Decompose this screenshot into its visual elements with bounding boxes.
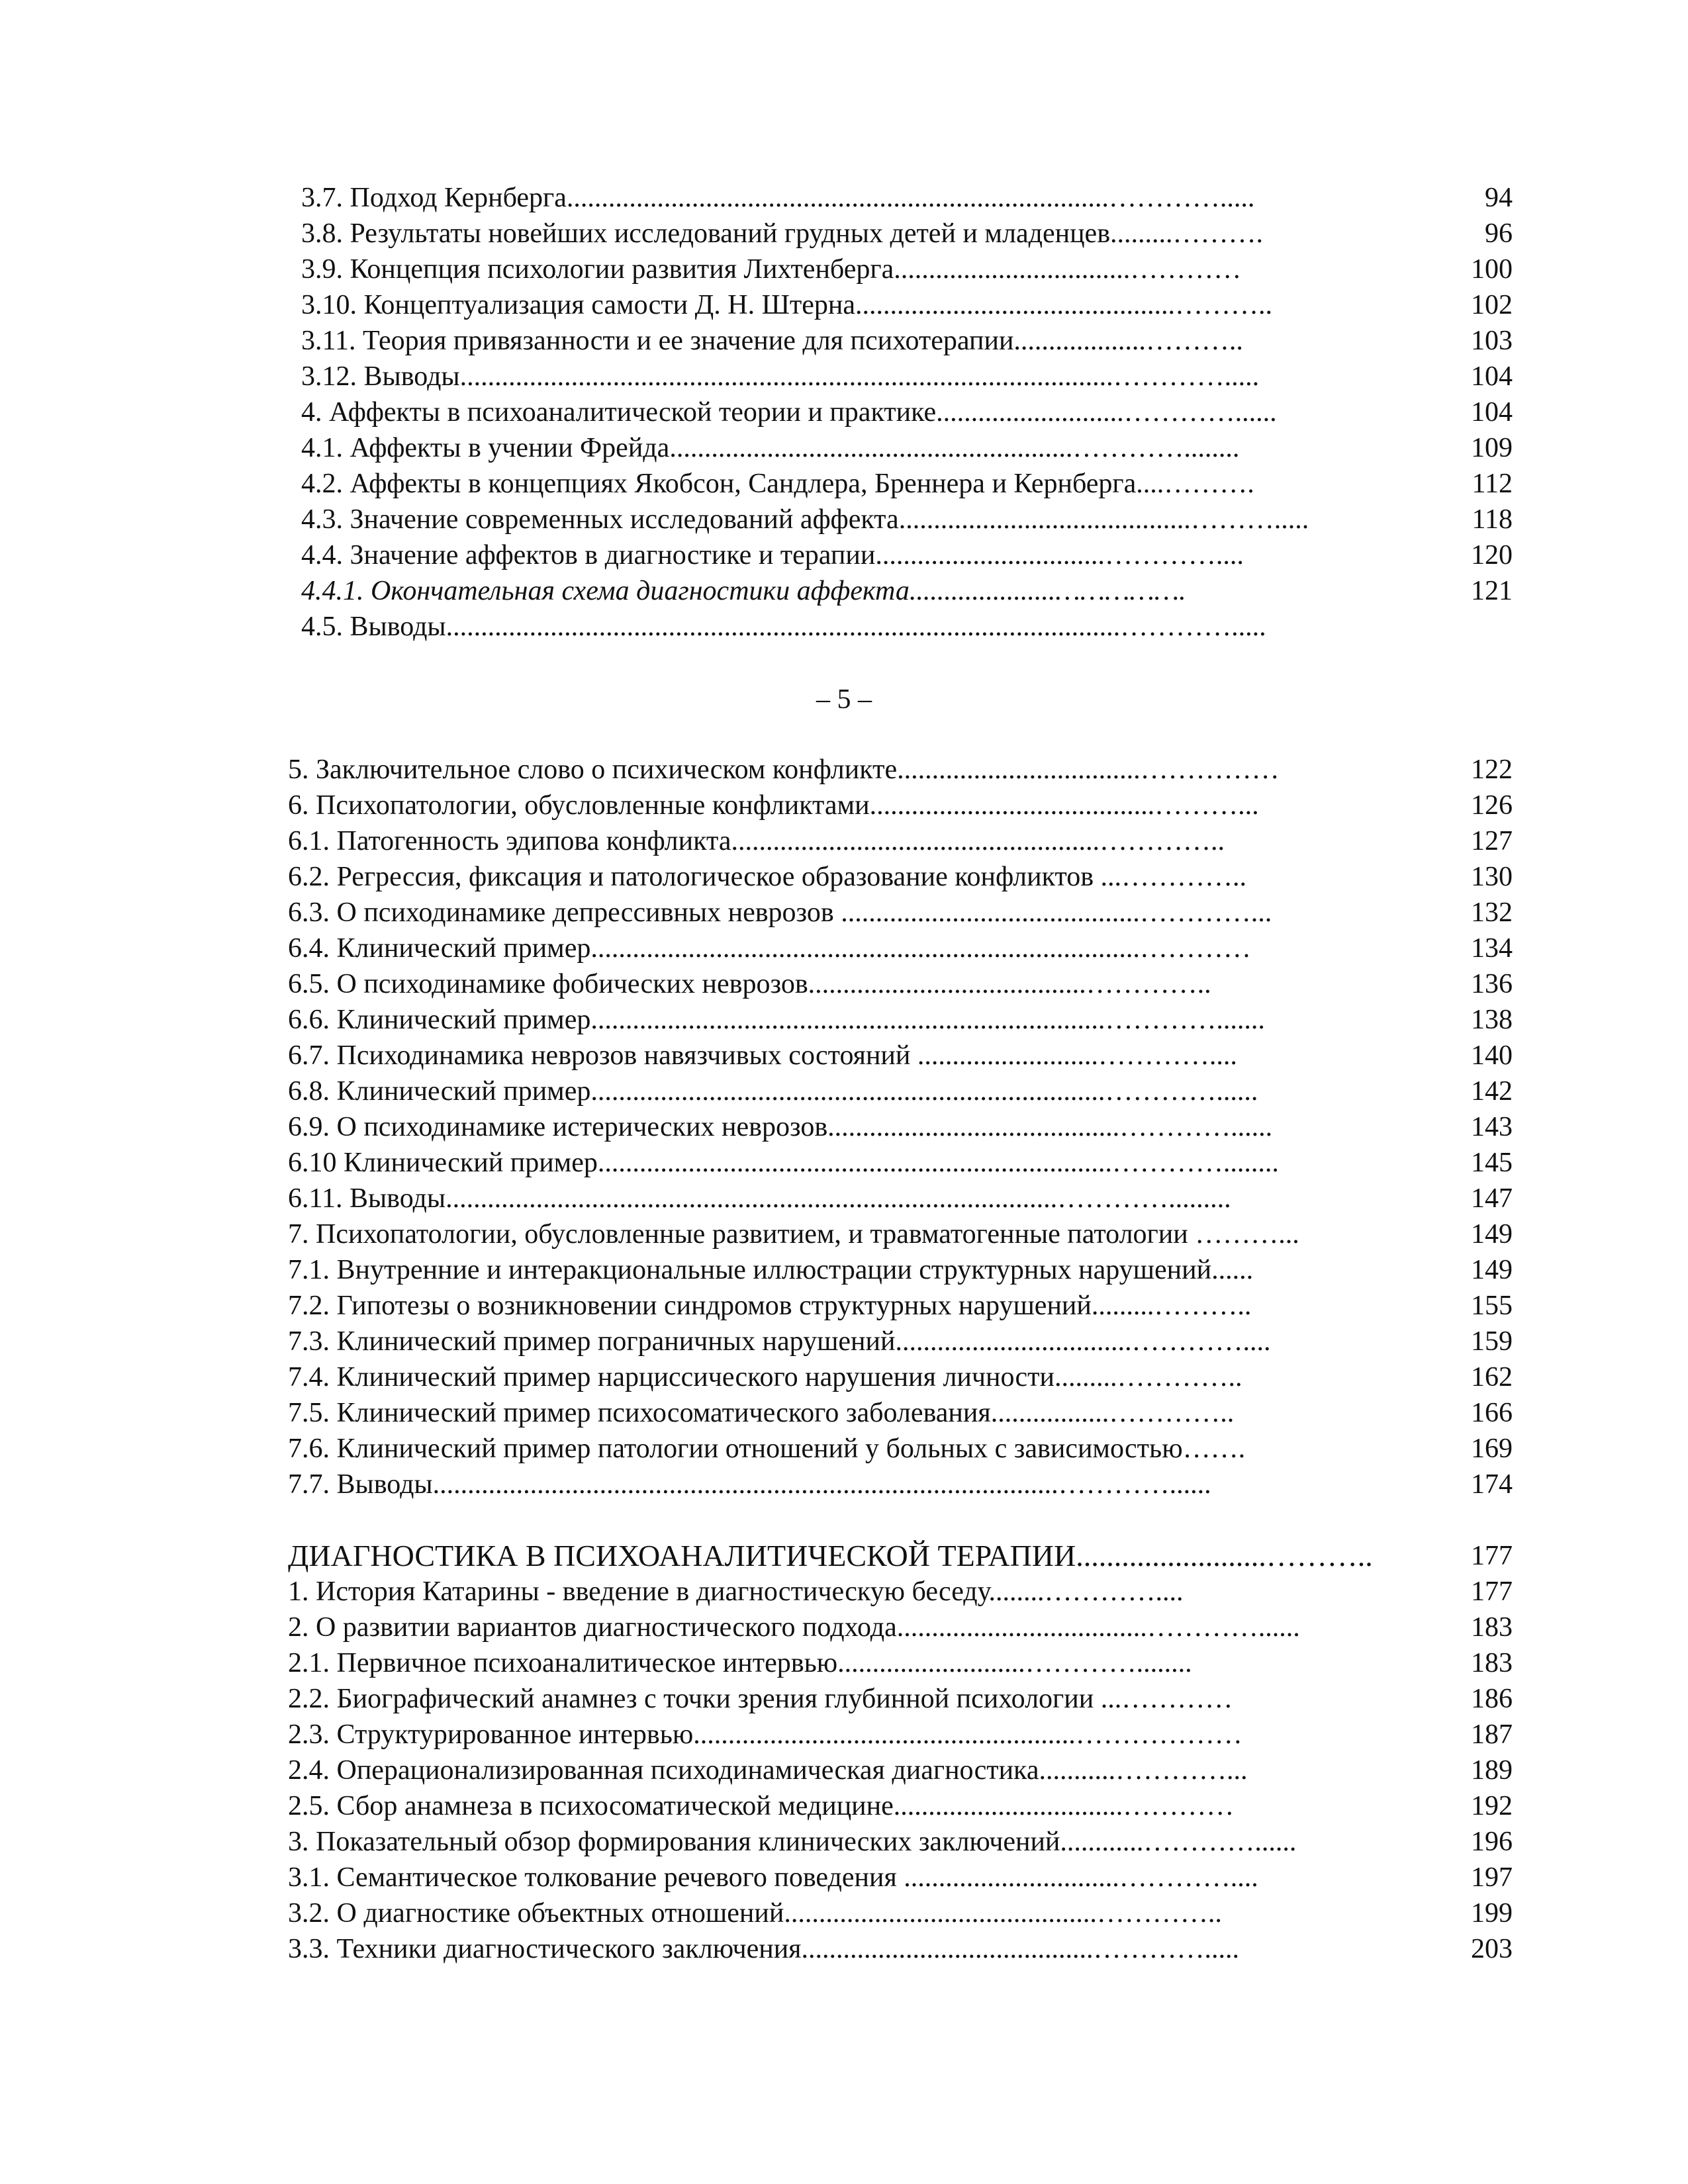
- toc-entry: [301, 359, 1513, 394]
- toc-entry-title: 3.2. О диагностике объектных отношений.............................................…………..: [288, 1898, 1222, 1929]
- toc-entry-title: 4.4.1. Окончательная схема диагностики аффекта.....................…………….: [301, 576, 1186, 606]
- toc-entry-title: 6.2. Регрессия, фиксация и патологическое образование конфликтов ...…………..: [288, 862, 1247, 892]
- toc-entry-title: 1. История Катарины - введение в диагностическую беседу........…………....: [288, 1576, 1184, 1607]
- toc-entry-title: 7. Психопатологии, обусловленные развитием, и травматогенные патологии ………...: [288, 1219, 1299, 1250]
- toc-entry-page: 118: [1472, 504, 1513, 535]
- toc-entry-page: 177: [1471, 1541, 1513, 1571]
- toc-entry-title: 4.5. Выводы.................................................................................................………….....: [301, 612, 1266, 642]
- toc-entry-title: 3.3. Техники диагностического заключения..........................................………….....: [288, 1934, 1240, 1964]
- toc-entry: [288, 1610, 1513, 1645]
- toc-entry-title: ДИАГНОСТИКА В ПСИХОАНАЛИТИЧЕСКОЙ ТЕРАПИИ.........................………..: [288, 1539, 1373, 1572]
- toc-entry-title: 6.1. Патогенность эдипова конфликта.....................................................…………..: [288, 826, 1225, 856]
- toc-entry-title: 3.12. Выводы..............................................................................................………….....: [301, 361, 1260, 392]
- toc-entry-title: 6.8. Клинический пример..........................................................................…………......: [288, 1076, 1258, 1107]
- toc-entry-title: 6.6. Клинический пример..........................................................................………….......: [288, 1005, 1265, 1035]
- toc-entry-title: 4. Аффекты в психоаналитической теории и практике...........................…………......: [301, 397, 1277, 428]
- toc-entry: [301, 537, 1513, 573]
- toc-entry: [288, 1931, 1513, 1967]
- toc-entry: [288, 1717, 1513, 1752]
- toc-entry: [301, 323, 1513, 359]
- page-number: – 5 –: [816, 684, 872, 715]
- toc-entry-title: 2.4. Операционализированная психодинамическая диагностика...........…………...: [288, 1755, 1248, 1786]
- toc-entry: [288, 1824, 1513, 1860]
- toc-entry-page: 177: [1471, 1576, 1513, 1607]
- toc-entry-page: 203: [1471, 1934, 1513, 1964]
- toc-entry-title: 6.3. О психодинамике депрессивных неврозов ...........................................…………...: [288, 897, 1272, 928]
- toc-entry-title: 7.3. Клинический пример пограничных нарушений..................................…………....: [288, 1326, 1271, 1357]
- toc-entry-page: 140: [1471, 1040, 1513, 1071]
- toc-entry-page: 162: [1471, 1362, 1513, 1392]
- toc-entry-page: 112: [1472, 469, 1513, 499]
- toc-entry: [301, 216, 1513, 251]
- toc-entry-page: 127: [1471, 826, 1513, 856]
- toc-entry: [301, 430, 1513, 466]
- toc-entry-title: 2.5. Сбор анамнеза в психосоматической медицине.................................…………: [288, 1791, 1235, 1821]
- toc-entry: [301, 609, 1513, 645]
- toc-entry-title: 4.3. Значение современных исследований аффекта..........................................……….....: [301, 504, 1309, 535]
- toc-entry-page: 94: [1485, 183, 1513, 213]
- toc-entry-title: 2.2. Биографический анамнез с точки зрения глубинной психологии ...…………: [288, 1684, 1233, 1714]
- toc-entry-page: 149: [1471, 1219, 1513, 1250]
- toc-entry-title: 4.2. Аффекты в концепциях Якобсон, Сандлера, Бреннера и Кернберга....……….: [301, 469, 1254, 499]
- toc-entry: [288, 859, 1513, 895]
- toc-entry: [288, 1645, 1513, 1681]
- toc-entry-page: 126: [1471, 790, 1513, 821]
- toc-entry-page: 142: [1471, 1076, 1513, 1107]
- toc-entry: [288, 1681, 1513, 1717]
- toc-entry-title: 7.6. Клинический пример патологии отношений у больных с зависимостью…….: [288, 1433, 1246, 1464]
- toc-entry-title: 2.3. Структурированное интервью.......................................................………………: [288, 1719, 1243, 1750]
- toc-entry-page: 183: [1471, 1612, 1513, 1643]
- toc-entry-title: 6.4. Клинический пример...............................................................................…………: [288, 933, 1251, 964]
- toc-entry: [301, 573, 1513, 609]
- toc-entry-title: 2.1. Первичное психоаналитическое интервью...........................…………........: [288, 1648, 1192, 1678]
- toc-entry: [288, 1002, 1513, 1038]
- toc-entry-page: 169: [1471, 1433, 1513, 1464]
- toc-entry-page: 196: [1471, 1827, 1513, 1857]
- toc-entry-page: 96: [1485, 218, 1513, 249]
- toc-entry: [288, 966, 1513, 1002]
- toc-entry-title: 7.2. Гипотезы о возникновении синдромов структурных нарушений.........………..: [288, 1291, 1252, 1321]
- toc-entry-title: 3.11. Теория привязанности и ее значение для психотерапии...................………..: [301, 326, 1243, 356]
- toc-entry-page: 159: [1471, 1326, 1513, 1357]
- toc-entry-page: 143: [1471, 1112, 1513, 1142]
- toc-entry-title: 3. Показательный обзор формирования клинических заключений............…………......: [288, 1827, 1297, 1857]
- toc-entry-title: 6. Психопатологии, обусловленные конфликтами.........................................………...: [288, 790, 1259, 821]
- toc-entry-title: 4.4. Значение аффектов в диагностике и терапии.................................…………....: [301, 540, 1244, 570]
- toc-entry-page: 100: [1471, 254, 1513, 285]
- toc-entry: [301, 251, 1513, 287]
- toc-entry-page: 192: [1471, 1791, 1513, 1821]
- toc-entry-title: 6.5. О психодинамике фобических неврозов........................................…………..: [288, 969, 1211, 999]
- toc-entry-page: 102: [1471, 290, 1513, 320]
- toc-entry: [301, 287, 1513, 323]
- toc-entry: [288, 1538, 1513, 1574]
- toc-entry-page: 120: [1471, 540, 1513, 570]
- toc-entry: [288, 1752, 1513, 1788]
- toc-entry-title: 6.9. О психодинамике истерических неврозов..........................................…………......: [288, 1112, 1273, 1142]
- toc-entry: [301, 394, 1513, 430]
- toc-entry: [288, 1109, 1513, 1145]
- toc-entry: [288, 1359, 1513, 1395]
- toc-entry-title: 5. Заключительное слово о психическом конфликте...................................……………: [288, 754, 1280, 785]
- toc-entry-page: 104: [1471, 361, 1513, 392]
- toc-entry: [288, 1216, 1513, 1252]
- toc-entry: [288, 1288, 1513, 1324]
- toc-entry: [288, 1252, 1513, 1288]
- toc-entry-page: 122: [1471, 754, 1513, 785]
- toc-entry-title: 7.4. Клинический пример нарциссического нарушения личности.........…………..: [288, 1362, 1243, 1392]
- toc-entry-title: 6.11. Выводы........................................................................................………….........: [288, 1183, 1231, 1214]
- toc-entry: [288, 1181, 1513, 1216]
- toc-entry-page: 103: [1471, 326, 1513, 356]
- toc-entry: [301, 180, 1513, 216]
- toc-entry-page: 104: [1471, 397, 1513, 428]
- toc-entry-page: 138: [1471, 1005, 1513, 1035]
- toc-entry-page: 132: [1471, 897, 1513, 928]
- toc-entry-page: 109: [1471, 433, 1513, 463]
- toc-entry: [288, 823, 1513, 859]
- toc-entry: [288, 1073, 1513, 1109]
- toc-entry: [288, 1324, 1513, 1359]
- toc-entry-page: 136: [1471, 969, 1513, 999]
- toc-entry-title: 3.1. Семантическое толкование речевого поведения ...............................…………....: [288, 1862, 1258, 1893]
- toc-entry-title: 7.5. Клинический пример психосоматического заболевания.................…………..: [288, 1398, 1235, 1428]
- toc-entry-title: 3.7. Подход Кернберга..............................................................................………….....: [301, 183, 1255, 213]
- toc-entry-title: 7.1. Внутренние и интеракциональные иллюстрации структурных нарушений......: [288, 1255, 1254, 1285]
- toc-entry: [288, 1860, 1513, 1895]
- toc-entry-title: 3.9. Концепция психологии развития Лихтенберга..................................…………: [301, 254, 1242, 285]
- toc-entry: [288, 1038, 1513, 1073]
- toc-entry: [288, 1895, 1513, 1931]
- toc-entry-title: 3.10. Концептуализация самости Д. Н. Штерна..............................................………..: [301, 290, 1273, 320]
- toc-entry-page: 174: [1471, 1469, 1513, 1500]
- toc-entry-page: 134: [1471, 933, 1513, 964]
- toc-entry-page: 166: [1471, 1398, 1513, 1428]
- toc-entry-page: 145: [1471, 1148, 1513, 1178]
- toc-entry: [288, 895, 1513, 931]
- toc-entry-page: 197: [1471, 1862, 1513, 1893]
- toc-entry-page: 121: [1471, 576, 1513, 606]
- toc-entry-title: 3.8. Результаты новейших исследований грудных детей и младенцев.........……….: [301, 218, 1264, 249]
- toc-entry: [301, 502, 1513, 537]
- toc-entry-page: 147: [1471, 1183, 1513, 1214]
- toc-entry-page: 187: [1471, 1719, 1513, 1750]
- toc-entry-page: 155: [1471, 1291, 1513, 1321]
- toc-entry: [288, 1467, 1513, 1502]
- toc-entry-page: 186: [1471, 1684, 1513, 1714]
- toc-entry-title: 7.7. Выводы..........................................................................................…………......: [288, 1469, 1211, 1500]
- toc-entry-page: 183: [1471, 1648, 1513, 1678]
- toc-entry: [288, 931, 1513, 966]
- toc-entry-title: 6.7. Психодинамика неврозов навязчивых состояний ..........................…………....: [288, 1040, 1237, 1071]
- toc-entry-page: 199: [1471, 1898, 1513, 1929]
- toc-entry: [288, 1574, 1513, 1610]
- toc-entry: [301, 466, 1513, 502]
- toc-entry: [288, 1431, 1513, 1467]
- toc-entry-page: 130: [1471, 862, 1513, 892]
- toc-entry-title: 4.1. Аффекты в учении Фрейда..........................................................…………........: [301, 433, 1240, 463]
- toc-entry: [288, 1395, 1513, 1431]
- toc-entry-page: 149: [1471, 1255, 1513, 1285]
- toc-entry: [288, 1145, 1513, 1181]
- toc-entry-title: 6.10 Клинический пример..........................................................................…………........: [288, 1148, 1279, 1178]
- toc-entry-page: 189: [1471, 1755, 1513, 1786]
- toc-entry: [288, 788, 1513, 823]
- toc-entry-title: 2. О развитии вариантов диагностического подхода....................................…………......: [288, 1612, 1300, 1643]
- toc-entry: [288, 752, 1513, 788]
- toc-entry: [288, 1788, 1513, 1824]
